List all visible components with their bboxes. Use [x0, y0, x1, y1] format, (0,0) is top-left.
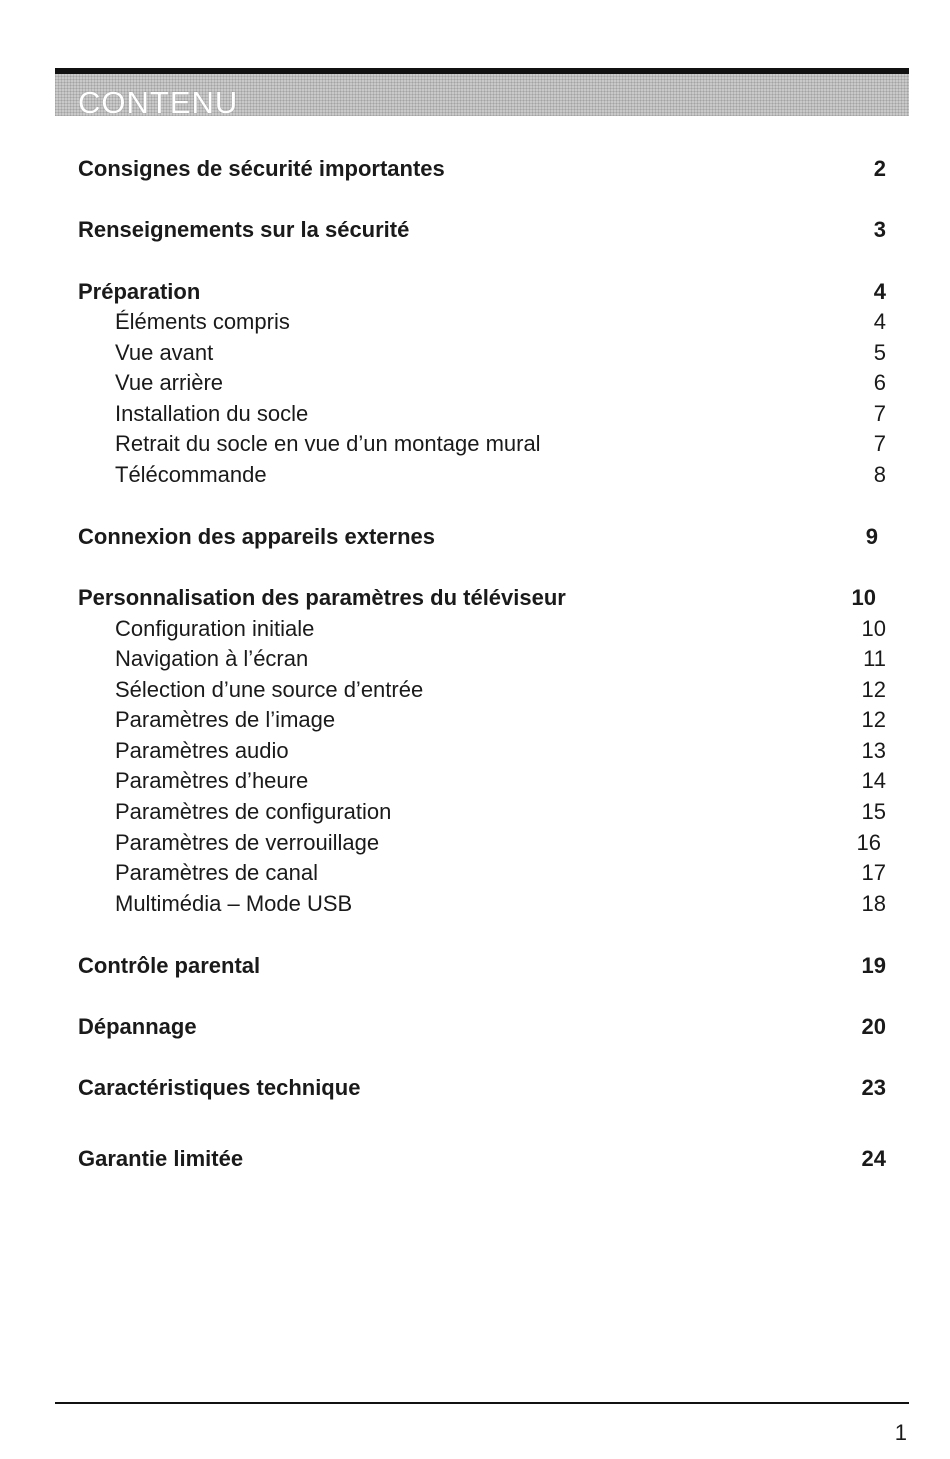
toc-entry-connexion-appareils[interactable]: [78, 522, 878, 552]
toc-entry-label: Navigation à l’écran: [115, 646, 309, 671]
toc-entry-renseignements-securite[interactable]: [78, 215, 886, 245]
page-number: 1: [894, 1420, 907, 1445]
toc-entry-label: Paramètres de configuration: [115, 799, 392, 824]
toc-entry-parametres-heure[interactable]: [115, 766, 886, 796]
toc-entry-elements-compris[interactable]: [115, 307, 886, 337]
toc-entry-parametres-image[interactable]: [115, 705, 886, 735]
toc-entry-controle-parental[interactable]: [78, 951, 886, 981]
toc-entry-page: 5: [873, 340, 886, 365]
toc-entry-caracteristiques[interactable]: [78, 1073, 886, 1103]
toc-entry-page: 15: [861, 799, 886, 824]
toc-entry-label: Vue arrière: [115, 370, 224, 395]
toc-entry-label: Multimédia – Mode USB: [115, 891, 353, 916]
toc-entry-page: 3: [873, 217, 886, 242]
toc-entry-label: Personnalisation des paramètres du téléviseur: [78, 585, 566, 610]
toc-entry-parametres-canal[interactable]: [115, 858, 886, 888]
toc-entry-label: Préparation: [78, 279, 201, 304]
toc-entry-page: 10: [851, 585, 876, 610]
toc-entry-garantie[interactable]: [78, 1144, 886, 1174]
toc-entry-label: Sélection d’une source d’entrée: [115, 677, 424, 702]
toc-entry-page: 18: [861, 891, 886, 916]
toc-entry-page: 12: [861, 707, 886, 732]
toc-entry-preparation[interactable]: [78, 277, 886, 307]
toc-entry-configuration-initiale[interactable]: [115, 614, 886, 644]
toc-entry-page: 7: [873, 401, 886, 426]
section-header-bar: [55, 68, 909, 120]
toc-entry-label: Éléments compris: [115, 309, 290, 334]
toc-entry-page: 20: [861, 1014, 886, 1039]
toc-entry-vue-avant[interactable]: [115, 338, 886, 368]
toc-entry-page: 4: [873, 279, 886, 304]
toc-entry-label: Paramètres de canal: [115, 860, 318, 885]
toc-entry-page: 13: [861, 738, 886, 763]
toc-entry-page: 10: [861, 616, 886, 641]
toc-entry-label: Paramètres d’heure: [115, 768, 309, 793]
toc-entry-page: 4: [873, 309, 886, 334]
toc-entry-label: Dépannage: [78, 1014, 197, 1039]
toc-entry-label: Caractéristiques technique: [78, 1075, 361, 1100]
toc-entry-label: Connexion des appareils externes: [78, 524, 436, 549]
toc-entry-navigation-ecran[interactable]: [115, 644, 886, 674]
toc-entry-parametres-configuration[interactable]: [115, 797, 886, 827]
toc-entry-label: Paramètres de l’image: [115, 707, 336, 732]
toc-entry-page: 6: [873, 370, 886, 395]
toc-entry-page: 2: [873, 156, 886, 181]
toc-entry-page: 17: [861, 860, 886, 885]
toc-entry-label: Renseignements sur la sécurité: [78, 217, 410, 242]
toc-entry-page: 8: [873, 462, 886, 487]
toc-entry-parametres-verrouillage[interactable]: [115, 828, 881, 858]
toc-entry-installation-socle[interactable]: [115, 399, 886, 429]
toc-entry-selection-source[interactable]: [115, 675, 886, 705]
toc-entry-vue-arriere[interactable]: [115, 368, 886, 398]
toc-entry-page: 24: [861, 1146, 886, 1171]
toc-entry-parametres-audio[interactable]: [115, 736, 886, 766]
toc-entry-label: Configuration initiale: [115, 616, 315, 641]
toc-entry-label: Paramètres de verrouillage: [115, 830, 380, 855]
toc-entry-label: Contrôle parental: [78, 953, 261, 978]
toc-entry-page: 9: [865, 524, 878, 549]
toc-entry-telecommande[interactable]: [115, 460, 886, 490]
toc-entry-label: Installation du socle: [115, 401, 309, 426]
toc-entry-page: 23: [861, 1075, 886, 1100]
footer-divider: [55, 1402, 909, 1404]
toc-entry-page: 7: [873, 431, 886, 456]
toc-entry-label: Vue avant: [115, 340, 214, 365]
toc-entry-page: 19: [861, 953, 886, 978]
toc-entry-consignes-securite[interactable]: [78, 154, 886, 184]
toc-entry-label: Garantie limitée: [78, 1146, 244, 1171]
toc-entry-page: 14: [861, 768, 886, 793]
toc-entry-page: 16: [856, 830, 881, 855]
toc-entry-depannage[interactable]: [78, 1012, 886, 1042]
toc-entry-label: Consignes de sécurité importantes: [78, 156, 445, 181]
toc-entry-page: 11: [863, 646, 886, 671]
toc-entry-multimedia-usb[interactable]: [115, 889, 886, 919]
toc-entry-page: 12: [861, 677, 886, 702]
section-title: CONTENU: [78, 85, 239, 120]
toc-entry-label: Télécommande: [115, 462, 267, 487]
toc-entry-personnalisation[interactable]: [78, 583, 876, 613]
toc-entry-label: Paramètres audio: [115, 738, 289, 763]
toc-entry-label: Retrait du socle en vue d’un montage mural: [115, 431, 541, 456]
toc-entry-retrait-socle[interactable]: [115, 429, 886, 459]
